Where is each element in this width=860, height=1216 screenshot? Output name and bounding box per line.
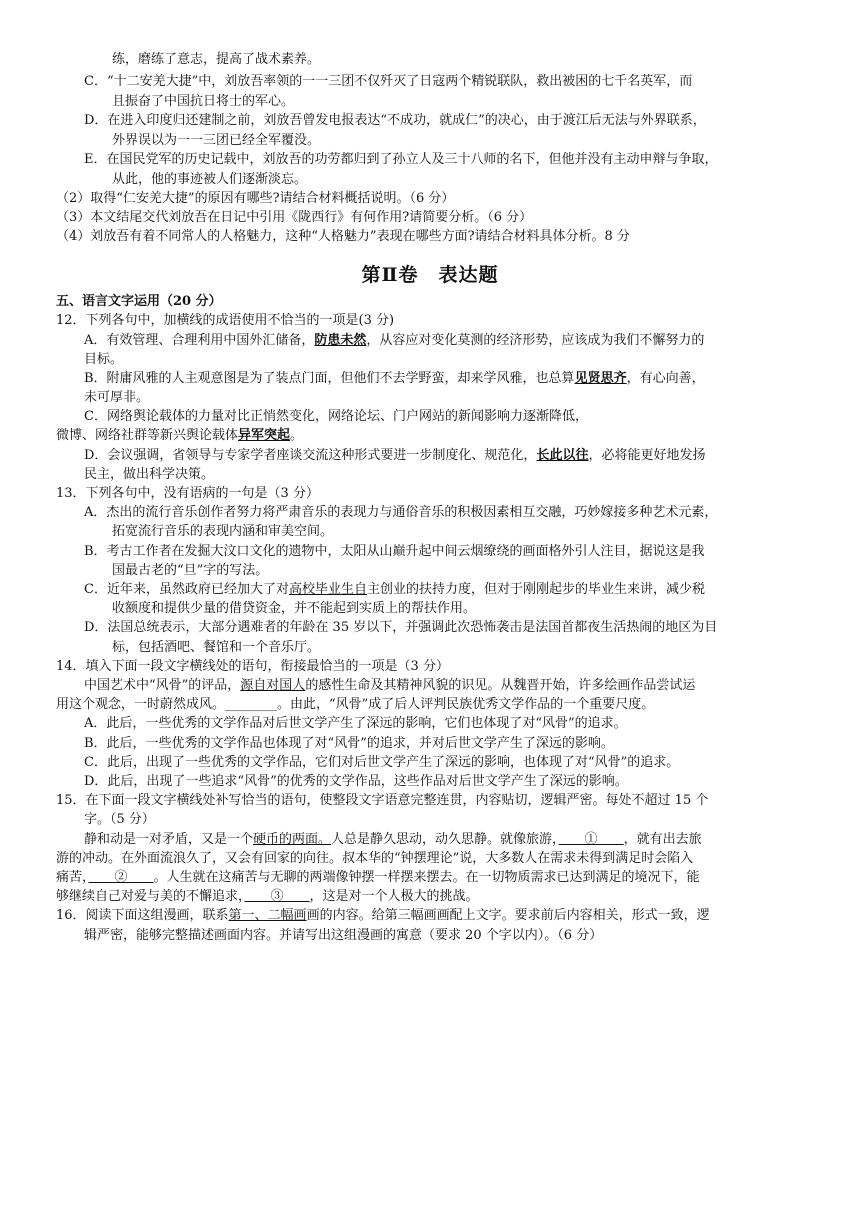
q12-option-a-line1: A．有效管理、合理利用中国外汇储备，防患未然，从容应对变化莫测的经济形势，应该成为我们不懈努力的 xyxy=(84,333,705,348)
q14-option-c: C．此后，出现了一些优秀的文学作品，它们对后世文学产生了深远的影响，也体现了对“风骨”的追求。 xyxy=(84,755,680,770)
q12-a-idiom: 防患未然 xyxy=(314,333,367,348)
q16-line1: 16．阅读下面这组漫画，联系第一、二幅画画的内容。给第三幅画画配上文字。要求前后内容相关，形式一致，逻 xyxy=(56,908,710,923)
q12-b-idiom: 见贤思齐 xyxy=(574,371,627,386)
q15-passage-line2: 游的冲动。在外面流浪久了，又会有回家的向往。叔本华的“钟摆理论”说，大多数人在需求未得到满足时会陷入 xyxy=(56,851,694,866)
q14-option-b: B．此后，一些优秀的文学作品也体现了对“风骨”的追求，并对后世文学产生了深远的影响。 xyxy=(84,736,614,751)
section-title: 第Ⅱ卷 表达题 xyxy=(361,264,499,286)
q12-option-d-line1: D．会议强调，省领导与专家学者座谈交流这种形式要进一步制度化、规范化，长此以往，必将能更好地发扬 xyxy=(84,448,706,463)
q13-c-underlined: 高校毕业生自 xyxy=(288,582,367,597)
q15-stem-line2: 字。（5 分） xyxy=(84,812,155,827)
q11-option-d-line1: D．在进入印度归还建制之前，刘放吾曾发电报表达“不成功，就成仁”的决心，由于渡江后无法与外界联系， xyxy=(84,113,706,128)
q15-passage-line1: 静和动是一对矛盾，又是一个硬币的两面。人总是静久思动，动久思静。就像旅游， ① ，就有出去旅 xyxy=(84,832,702,847)
q13-option-d-line1: D．法国总统表示，大部分遇难者的年龄在 35 岁以下，并强调此次恐怖袭击是法国首都夜生活热闹的地区为目 xyxy=(84,620,718,635)
q11-option-c-line1: C．“十二安羌大捷”中，刘放吾率领的一一三团不仅歼灭了日寇两个精锐联队，救出被困的七千名英军，而 xyxy=(84,74,693,89)
part5-heading: 五、语言文字运用（20 分） xyxy=(56,294,222,309)
q14-option-a: A．此后，一些优秀的文学作品对后世文学产生了深远的影响，它们也体现了对“风骨”的追求。 xyxy=(84,716,627,731)
q11-option-e-line1: E．在国民党军的历史记载中，刘放吾的功劳都归到了孙立人及三十八师的名下，但他并没有主动申辩与争取， xyxy=(84,152,718,167)
q15-passage-line3: 痛苦， ② 。人生就在这痛苦与无聊的两端像钟摆一样摆来摆去。在一切物质需求已达到满足的境况下，能 xyxy=(56,870,700,885)
q14-blank: ________ xyxy=(225,697,278,712)
q12-option-b-line1: B．附庸风雅的人主观意图是为了装点门面，但他们不去学野蛮，却来学风雅，也总算见贤思齐，有心向善， xyxy=(84,371,705,386)
q13-option-a-line1: A．杰出的流行音乐创作者努力将严肃音乐的表现力与通俗音乐的积极因素相互交融，巧妙嫁接多种艺术元素， xyxy=(84,505,718,520)
q11-b-continued: 练，磨练了意志，提高了战术素养。 xyxy=(112,52,321,67)
q15-stem-line1: 15．在下面一段文字横线处补写恰当的语句，使整段文字语意完整连贯，内容贴切，逻辑严密。每处不超过 15 个 xyxy=(56,793,709,808)
q15-underlined: 硬币的两面。 xyxy=(253,832,332,847)
q13-option-d-line2: 标，包括酒吧、餐馆和一个音乐厅。 xyxy=(112,640,321,655)
q12-option-b-line2: 未可厚非。 xyxy=(84,390,150,405)
q11-option-d-line2: 外界误以为一一三团已经全军覆没。 xyxy=(112,133,321,148)
q11-option-c-line2: 且振奋了中国抗日将士的军心。 xyxy=(112,94,295,109)
q13-option-b-line1: B．考古工作者在发掘大汶口文化的遗物中，太阳从山巅升起中间云烟缭绕的画面格外引人注目，据说这是我 xyxy=(84,544,705,559)
q13-option-a-line2: 拓宽流行音乐的表现内涵和审美空间。 xyxy=(112,524,334,539)
q12-option-c-line2: 微博、网络社群等新兴舆论载体异军突起。 xyxy=(56,428,304,443)
q15-blank-1: ① xyxy=(558,832,624,847)
q12-option-d-line2: 民主，做出科学决策。 xyxy=(84,467,215,482)
q14-passage-line1: 中国艺术中“风骨”的评品，源自对国人的感性生命及其精神风貌的识见。从魏晋开始，许多绘画作品尝试运 xyxy=(84,678,696,693)
q12-d-idiom: 长此以往 xyxy=(536,448,589,463)
q16-line2: 辑严密，能够完整描述画面内容。并请写出这组漫画的寓意（要求 20 个字以内）。（6 分） xyxy=(84,928,603,943)
q14-passage-line2: 用这个观念，一时蔚然成风。________。由此，“风骨”成了后人评判民族优秀文学作品的一个重要尺度。 xyxy=(56,697,655,712)
q14-stem: 14．填入下面一段文字横线处的语句，衔接最恰当的一项是（3 分） xyxy=(56,659,449,674)
q11-sub-2: （2）取得“仁安羌大捷”的原因有哪些?请结合材料概括说明。（6 分） xyxy=(56,191,455,206)
q15-blank-3: ③ xyxy=(244,889,310,904)
q15-passage-line4: 够继续自己对爱与美的不懈追求， ③ ，这是对一个人极大的挑战。 xyxy=(56,889,479,904)
q11-option-e-line2: 从此，他的事迹被人们逐渐淡忘。 xyxy=(112,172,308,187)
q13-stem: 13．下列各句中，没有语病的一句是（3 分） xyxy=(56,486,319,501)
q13-option-c-line1: C．近年来，虽然政府已经加大了对高校毕业生自主创业的扶持力度，但对于刚刚起步的毕业生来讲，减少税 xyxy=(84,582,705,597)
q12-option-c-line1: C．网络舆论载体的力量对比正悄然变化，网络论坛、门户网站的新闻影响力逐渐降低， xyxy=(84,409,588,424)
q12-c-idiom: 异军突起 xyxy=(238,428,291,443)
q13-option-c-line2: 收额度和提供少量的借贷资金，并不能起到实质上的帮扶作用。 xyxy=(112,601,477,616)
q14-option-d: D．此后，出现了一些追求“风骨”的优秀的文学作品，这些作品对后世文学产生了深远的影响。 xyxy=(84,774,628,789)
q16-underlined: 第一、二幅画 xyxy=(228,908,307,923)
q15-blank-2: ② xyxy=(88,870,154,885)
q12-stem: 12．下列各句中，加横线的成语使用不恰当的一项是(3 分) xyxy=(56,313,395,328)
q12-option-a-line2: 目标。 xyxy=(84,352,124,367)
q11-sub-4: （4）刘放吾有着不同常人的人格魅力，这种“人格魅力”表现在哪些方面?请结合材料具体分析。8 分 xyxy=(56,229,630,244)
q13-option-b-line2: 国最古老的“旦”字的写法。 xyxy=(112,563,269,578)
q11-sub-3: （3）本文结尾交代刘放吾在日记中引用《陇西行》有何作用?请简要分析。（6 分） xyxy=(56,210,533,225)
q14-underlined: 源自对国人 xyxy=(240,678,306,693)
